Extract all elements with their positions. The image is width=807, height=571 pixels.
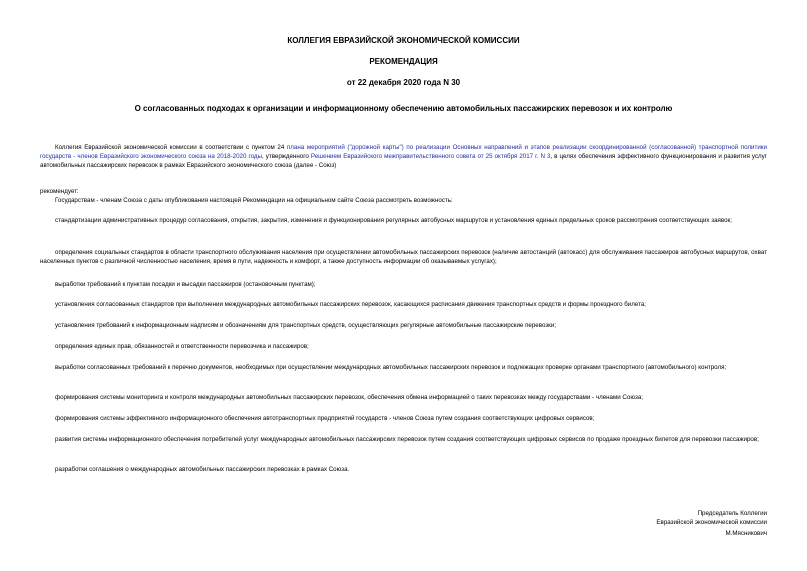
preamble-text-3: , в целях обеспечения эффективного функционирования и развития услуг автомобильных пассажирских перевозок в рамках Евразийского экономического союза (далее - Союз) xyxy=(40,153,767,169)
recommends-line: рекомендует: xyxy=(40,188,79,195)
list-item: установления согласованных стандартов при выполнении международных автомобильных пассажирских перевозок, касающихся расписания движения транспортных средств и формы проездного билета; xyxy=(55,301,647,308)
list-item: формирования системы мониторинга и контроля международных автомобильных пассажирских перевозок, обеспечения обмена информацией о таких перевозках между государствами - членами Союза; xyxy=(55,394,643,401)
list-item: определения единых прав, обязанностей и ответственности перевозчика и пассажиров; xyxy=(55,343,309,350)
list-item: формирования системы эффективного информационного обеспечения автотранспортных предприятий государств - членов Союза путем создания соответствующих цифровых сервисов; xyxy=(55,415,595,422)
intro-paragraph: Государствам - членам Союза с даты опубликования настоящей Рекомендации на официальном сайте Союза рассмотреть возможность: xyxy=(55,197,453,204)
list-item: разработки соглашения о международных автомобильных пассажирских перевозках в рамках Союза. xyxy=(55,466,350,473)
org-heading: КОЛЛЕГИЯ ЕВРАЗИЙСКОЙ ЭКОНОМИЧЕСКОЙ КОМИССИИ xyxy=(287,36,520,45)
list-item: установления требований к информационным надписям и обозначениям для транспортных средств, осуществляющих регулярные автомобильные пассажирские перевозки; xyxy=(55,322,557,329)
doc-type-heading: РЕКОМЕНДАЦИЯ xyxy=(369,57,438,66)
list-item: выработки требований к пунктам посадки и высадки пассажиров (остановочным пунктам); xyxy=(55,281,316,288)
roadmap-link[interactable]: плана мероприятий ("дорожной карты") по реализации Основных направлений и этапов реализации скоординированной (согласованной) транспортной политики государств - членов Евразийского экономического союза на 2018-2020 годы xyxy=(40,144,767,160)
list-item: развития системы информационного обеспечения потребителей услуг международных автомобильных пассажирских перевозок путем создания соответствующих цифровых сервисов по продаже проездных билетов для перевозки пассажиров; xyxy=(55,436,759,443)
preamble-text-2: , утвержденного xyxy=(261,153,311,160)
preamble-text-1: Коллегия Евразийской экономической комиссии в соответствии с пунктом 24 xyxy=(55,144,287,151)
signature-title: Председатель Коллегии xyxy=(697,510,767,517)
list-item: стандартизации административных процедур согласования, открытия, закрытия, изменения и функционирования регулярных автобусных маршрутов и установления единых предельных сроков рассмотрения соответствующих заявок; xyxy=(55,217,732,224)
document-title: О согласованных подходах к организации и информационному обеспечению автомобильных пассажирских перевозок и их контролю xyxy=(134,104,673,113)
list-item: определения социальных стандартов в области транспортного обслуживания населения при осуществлении автомобильных пассажирских перевозок (наличие автостанций (автокасс) для обслуживания пассажиров автобусных маршрутов, охват населенных пунктов с различной численностью населения, время в пути, надежность и комфорт, а также доступность информации об оказываемых услугах); xyxy=(40,249,767,265)
council-decision-link[interactable]: Решением Евразийского межправительственного совета от 25 октября 2017 г. N 3 xyxy=(310,153,551,160)
preamble-paragraph xyxy=(40,143,767,170)
signature-organization: Евразийской экономической комиссии xyxy=(656,519,767,526)
signature-name: М.Мясникович xyxy=(725,530,767,537)
date-number-heading: от 22 декабря 2020 года N 30 xyxy=(346,78,461,87)
list-item: выработки согласованных требований к перечню документов, необходимых при осуществлении международных автомобильных пассажирских перевозок и подлежащих проверке органами транспортного (автомобильного) контроля; xyxy=(55,364,727,371)
